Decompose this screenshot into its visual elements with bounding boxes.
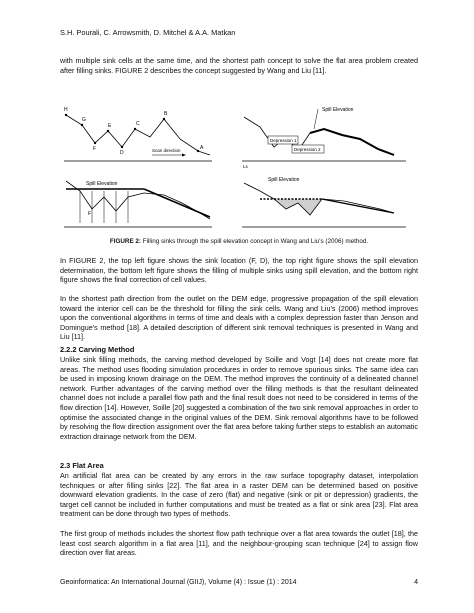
panel-sink-location bbox=[64, 107, 212, 161]
paragraph-4: An artificial flat area can be created by any errors in the raw surface topography dataset, interpolation techniques or after filling sinks [22]. The flat area in a raster DEM can be determined based on positive downward elevation gradients. In the case of zero (flat) and negative (sink or pit or depression) gradients, the target cell cannot be included in further computations and must be treated as a flat or sink area [23]. Flat area treatment can be done through two types of methods. bbox=[60, 471, 418, 519]
paragraph-1: In FIGURE 2, the top left figure shows the sink location (F, D), the top right figure shows the spill elevation determination, the bottom left figure shows the filling of multiple sinks using spill elevation, and the bottom right figure shows the final correction of cell values. bbox=[60, 256, 418, 285]
spill-pointer bbox=[314, 109, 318, 129]
tl-point bbox=[81, 124, 83, 126]
paragraph-2: In the shortest path direction from the outlet on the DEM edge, progressive propagation of the spill elevation toward the interior cell can be the threshold for filling the sink cells. Wang and Liu's (2006) method improves upon the conventional algorithms in terms of time and deals with a complex depression faster than Jenson and Domingue's method [18]. A detailed description of different sink removal techniques is presented in Wang and Liu [11]. bbox=[60, 294, 418, 342]
section-heading-flat-area: 2.3 Flat Area bbox=[60, 461, 104, 470]
br-spill-label: Spill Elevation bbox=[268, 177, 300, 183]
tl-label-d: D bbox=[120, 150, 124, 156]
caption-text: Filling sinks through the spill elevation concept in Wang and Liu's (2006) method. bbox=[141, 238, 369, 245]
panel-spill-determination bbox=[242, 107, 406, 169]
caption-label: FIGURE 2: bbox=[109, 238, 142, 245]
tl-point bbox=[197, 150, 199, 152]
panel-fill-multiple-sinks bbox=[64, 181, 212, 227]
tr-spill-label: Spill Elevation bbox=[322, 107, 354, 113]
tl-point bbox=[121, 146, 123, 148]
depression-2-label: Depression 2 bbox=[294, 147, 321, 152]
figure-caption bbox=[60, 238, 418, 245]
paragraph-3: Unlike sink filling methods, the carving method developed by Soille and Vogt [14] does not create more flat areas. The method uses flooding simulation procedures in order to remove spurious sinks. The same idea can be used in imposing known drainage on the DEM. The method improves the continuity of a delineated channel network. Further advantages of the carving method over the filling methods is that the resultant delineated channel does not include a parallel flow path and the final result does not need to be considered in terms of the flow direction [14]. However, Soille [20] suggested a combination of the two sink removal approaches in order to optimise the associated change in the original values of the DEM. Sink removal algorithms have to be followed by resolving the flow direction assignment over the flat area before taking further steps to establish an automatic extraction drainage network from the DEM. bbox=[60, 355, 418, 441]
scan-direction-label: Scan direction bbox=[152, 148, 181, 153]
intro-paragraph: with multiple sink cells at the same time, and the shortest path concept to solve the flat area problem created after filling sinks. FIGURE 2 describes the concept suggested by Wang and Liu [11]. bbox=[60, 56, 418, 75]
bl-spill-slope bbox=[144, 189, 210, 217]
figure-2-svg bbox=[60, 99, 416, 235]
bl-spill-label: Spill Elevation bbox=[86, 181, 118, 187]
tr-axis-start: Ls bbox=[243, 164, 248, 169]
br-filled-area bbox=[274, 199, 322, 215]
tl-label-h: H bbox=[64, 107, 68, 113]
tl-label-b: B bbox=[164, 111, 168, 117]
tl-point bbox=[134, 128, 136, 130]
tl-label-g: G bbox=[82, 117, 86, 123]
tl-point bbox=[163, 118, 165, 120]
tl-label-f: F bbox=[93, 146, 97, 152]
paragraph-5: The first group of methods includes the shortest flow path technique over a flat area towards the outlet [18], the least cost search algorithm in a flat area [11], and the neighbour-grouping scan technique [24] to assign flow direction over flat areas. bbox=[60, 529, 418, 558]
tl-point bbox=[107, 130, 109, 132]
tl-label-a: A bbox=[200, 145, 204, 151]
br-spill-slope bbox=[322, 199, 394, 213]
section-heading-carving: 2.2.2 Carving Method bbox=[60, 345, 135, 354]
tl-point bbox=[65, 114, 67, 116]
page-footer bbox=[60, 579, 418, 586]
running-header: S.H. Pourali, C. Arrowsmith, D. Mitchel & A.A. Matkan bbox=[60, 28, 236, 37]
footer-journal: Geoinformatica: An International Journal (GIIJ), Volume (4) : Issue (1) : 2014 bbox=[60, 579, 297, 586]
panel-final-correction bbox=[242, 177, 406, 227]
tl-point bbox=[94, 142, 96, 144]
scan-direction-arrowhead bbox=[182, 154, 186, 157]
tl-label-c: C bbox=[136, 121, 140, 127]
tl-label-e: E bbox=[108, 123, 112, 129]
depression-1-label: Depression 1 bbox=[270, 138, 297, 143]
page-number: 4 bbox=[414, 579, 418, 586]
figure-2 bbox=[60, 99, 416, 235]
bl-marker: F bbox=[88, 211, 92, 217]
